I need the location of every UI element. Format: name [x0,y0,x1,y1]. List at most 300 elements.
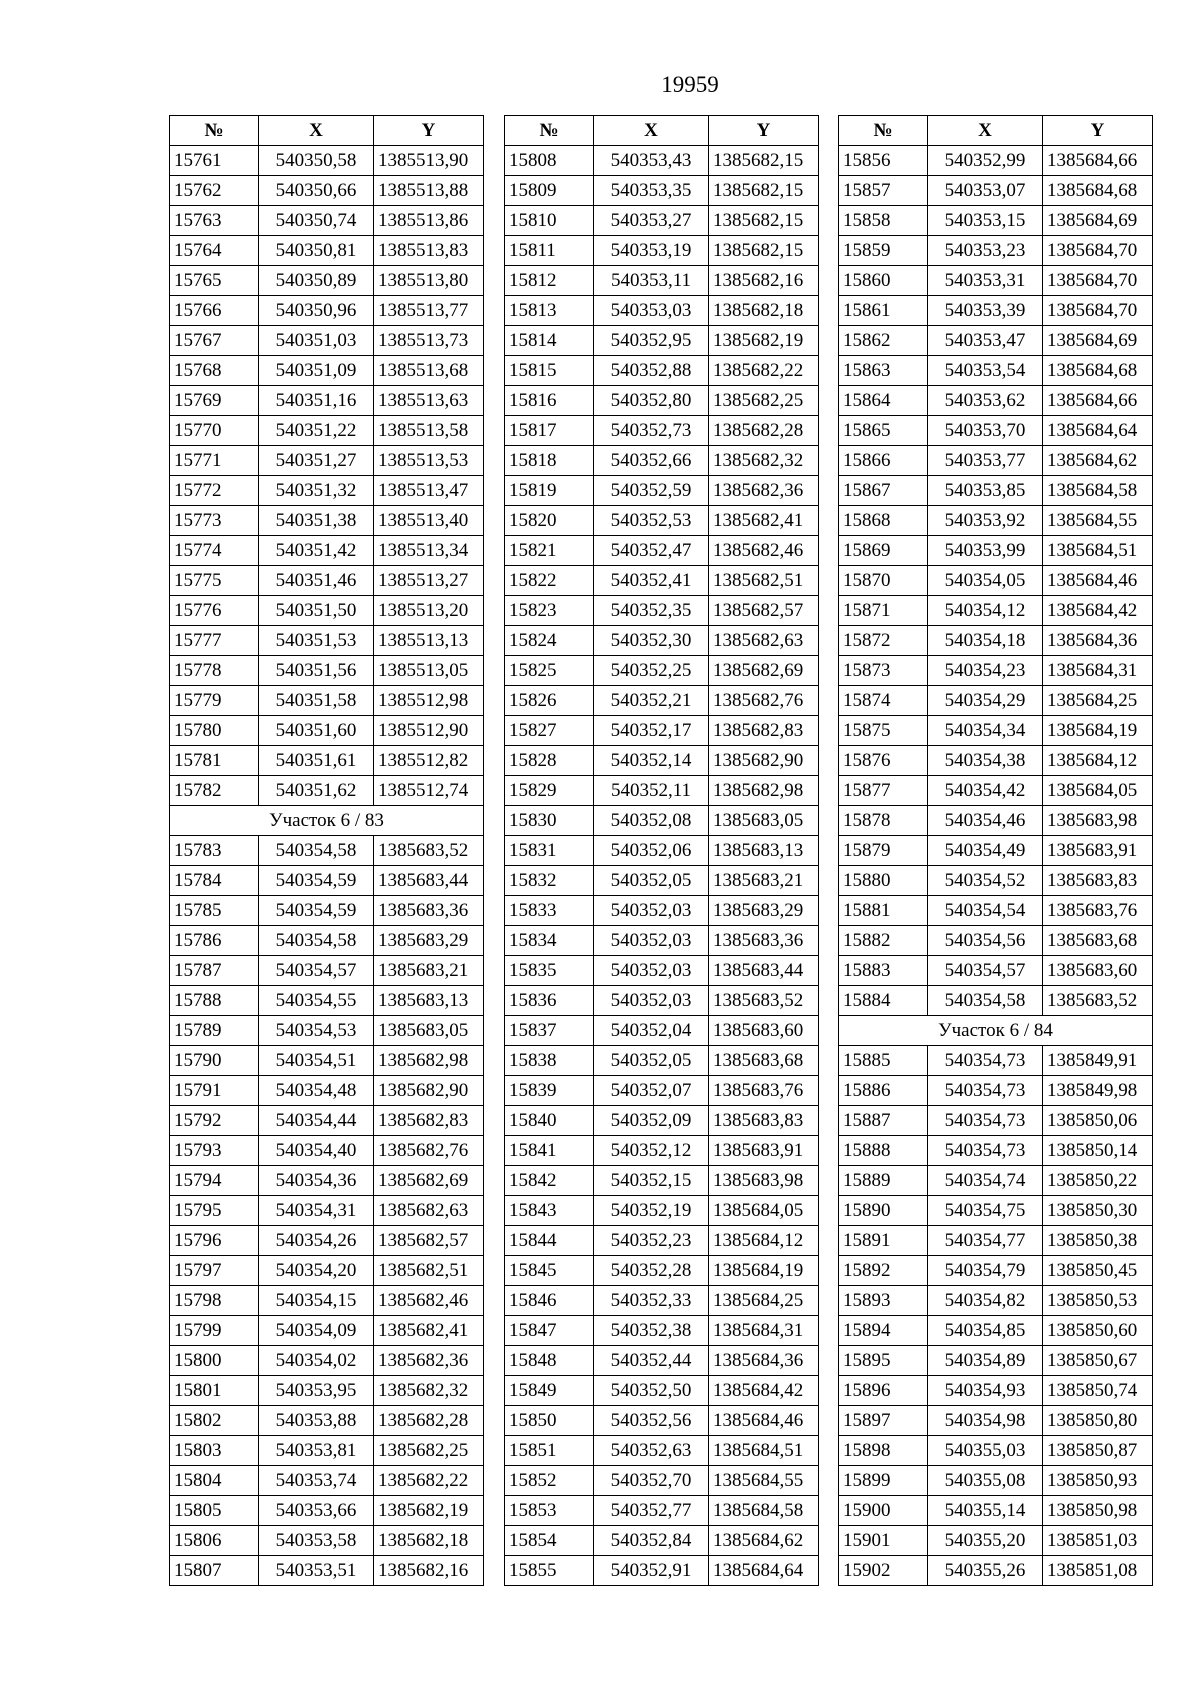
table-row [505,476,819,506]
table-row [839,1106,1153,1136]
table-row [839,596,1153,626]
x-coordinate-cell: 540351,62 [259,776,374,806]
table-row [505,866,819,896]
table-row [505,1436,819,1466]
table-row [170,506,484,536]
table-row [170,386,484,416]
point-number-cell: 15787 [170,956,259,986]
table-row [839,176,1153,206]
y-coordinate-cell: 1385683,76 [1043,896,1153,926]
x-coordinate-cell: 540352,38 [594,1316,709,1346]
y-coordinate-cell: 1385684,12 [1043,746,1153,776]
table-row [170,1166,484,1196]
point-number-cell: 15877 [839,776,928,806]
point-number-cell: 15865 [839,416,928,446]
x-coordinate-cell: 540352,28 [594,1256,709,1286]
y-coordinate-cell: 1385684,25 [1043,686,1153,716]
x-coordinate-cell: 540354,79 [928,1256,1043,1286]
section-header-row [170,806,484,836]
point-number-cell: 15797 [170,1256,259,1286]
table-row [839,896,1153,926]
table-row [170,686,484,716]
x-coordinate-cell: 540354,02 [259,1346,374,1376]
table-row [839,806,1153,836]
table-row [505,1496,819,1526]
table-row [505,176,819,206]
point-number-cell: 15863 [839,356,928,386]
table-row [505,326,819,356]
x-coordinate-cell: 540354,12 [928,596,1043,626]
point-number-cell: 15898 [839,1436,928,1466]
x-coordinate-cell: 540351,22 [259,416,374,446]
point-number-cell: 15902 [839,1556,928,1586]
point-number-cell: 15788 [170,986,259,1016]
table-row [170,1286,484,1316]
x-coordinate-cell: 540351,42 [259,536,374,566]
table-row [505,1346,819,1376]
y-coordinate-cell: 1385683,52 [709,986,819,1016]
point-number-cell: 15806 [170,1526,259,1556]
point-number-cell: 15828 [505,746,594,776]
point-number-cell: 15815 [505,356,594,386]
y-coordinate-cell: 1385513,27 [374,566,484,596]
point-number-cell: 15761 [170,146,259,176]
table-row [505,806,819,836]
table-row [170,416,484,446]
table-row [170,1556,484,1586]
x-coordinate-cell: 540352,08 [594,806,709,836]
table-row [505,956,819,986]
y-coordinate-cell: 1385684,46 [1043,566,1153,596]
table-row [505,536,819,566]
x-coordinate-cell: 540354,77 [928,1226,1043,1256]
table-row [170,1346,484,1376]
table-row [839,1556,1153,1586]
table-row [505,1196,819,1226]
y-coordinate-cell: 1385682,15 [709,176,819,206]
point-number-cell: 15873 [839,656,928,686]
point-number-cell: 15768 [170,356,259,386]
point-number-cell: 15825 [505,656,594,686]
x-coordinate-cell: 540354,93 [928,1376,1043,1406]
table-row [505,566,819,596]
y-coordinate-cell: 1385513,58 [374,416,484,446]
y-coordinate-cell: 1385849,91 [1043,1046,1153,1076]
y-coordinate-cell: 1385682,18 [374,1526,484,1556]
y-coordinate-cell: 1385850,60 [1043,1316,1153,1346]
point-number-cell: 15848 [505,1346,594,1376]
point-number-cell: 15780 [170,716,259,746]
table-row [170,446,484,476]
point-number-cell: 15859 [839,236,928,266]
table-row [170,566,484,596]
y-coordinate-cell: 1385513,68 [374,356,484,386]
point-number-cell: 15819 [505,476,594,506]
x-coordinate-cell: 540354,58 [259,836,374,866]
table-row [839,1286,1153,1316]
point-number-cell: 15893 [839,1286,928,1316]
point-number-cell: 15792 [170,1106,259,1136]
y-coordinate-cell: 1385684,58 [1043,476,1153,506]
table-row [839,1316,1153,1346]
table-row [170,1016,484,1046]
point-number-cell: 15844 [505,1226,594,1256]
table-row [505,1256,819,1286]
x-coordinate-cell: 540354,58 [928,986,1043,1016]
y-coordinate-cell: 1385682,32 [374,1376,484,1406]
point-number-cell: 15871 [839,596,928,626]
header-y: Y [1043,116,1153,146]
table-row [170,356,484,386]
table-row [505,296,819,326]
x-coordinate-cell: 540354,73 [928,1046,1043,1076]
point-number-cell: 15890 [839,1196,928,1226]
x-coordinate-cell: 540353,66 [259,1496,374,1526]
point-number-cell: 15851 [505,1436,594,1466]
table-row [505,746,819,776]
point-number-cell: 15845 [505,1256,594,1286]
x-coordinate-cell: 540351,46 [259,566,374,596]
y-coordinate-cell: 1385684,68 [1043,176,1153,206]
x-coordinate-cell: 540352,91 [594,1556,709,1586]
x-coordinate-cell: 540353,27 [594,206,709,236]
x-coordinate-cell: 540353,35 [594,176,709,206]
y-coordinate-cell: 1385682,22 [709,356,819,386]
y-coordinate-cell: 1385850,30 [1043,1196,1153,1226]
point-number-cell: 15802 [170,1406,259,1436]
point-number-cell: 15864 [839,386,928,416]
table-row [170,896,484,926]
point-number-cell: 15827 [505,716,594,746]
table-row [839,1496,1153,1526]
table-row [170,1316,484,1346]
point-number-cell: 15837 [505,1016,594,1046]
x-coordinate-cell: 540353,74 [259,1466,374,1496]
y-coordinate-cell: 1385849,98 [1043,1076,1153,1106]
table-row [839,1136,1153,1166]
y-coordinate-cell: 1385684,05 [1043,776,1153,806]
header-y: Y [374,116,484,146]
x-coordinate-cell: 540352,59 [594,476,709,506]
point-number-cell: 15875 [839,716,928,746]
y-coordinate-cell: 1385682,41 [709,506,819,536]
table-row [505,1466,819,1496]
point-number-cell: 15782 [170,776,259,806]
x-coordinate-cell: 540352,14 [594,746,709,776]
x-coordinate-cell: 540351,60 [259,716,374,746]
table-row [505,1316,819,1346]
point-number-cell: 15867 [839,476,928,506]
x-coordinate-cell: 540353,95 [259,1376,374,1406]
table-row [839,1466,1153,1496]
point-number-cell: 15886 [839,1076,928,1106]
y-coordinate-cell: 1385682,76 [374,1136,484,1166]
y-coordinate-cell: 1385682,25 [709,386,819,416]
table-row [170,926,484,956]
point-number-cell: 15891 [839,1226,928,1256]
table-row [505,836,819,866]
point-number-cell: 15855 [505,1556,594,1586]
y-coordinate-cell: 1385682,15 [709,146,819,176]
table-row [170,206,484,236]
point-number-cell: 15860 [839,266,928,296]
point-number-cell: 15795 [170,1196,259,1226]
point-number-cell: 15826 [505,686,594,716]
table-row [505,926,819,956]
x-coordinate-cell: 540350,89 [259,266,374,296]
table-row [505,1076,819,1106]
point-number-cell: 15881 [839,896,928,926]
point-number-cell: 15857 [839,176,928,206]
point-number-cell: 15805 [170,1496,259,1526]
y-coordinate-cell: 1385513,80 [374,266,484,296]
y-coordinate-cell: 1385682,90 [709,746,819,776]
point-number-cell: 15846 [505,1286,594,1316]
point-number-cell: 15793 [170,1136,259,1166]
table-row [839,776,1153,806]
x-coordinate-cell: 540352,03 [594,896,709,926]
y-coordinate-cell: 1385684,31 [709,1316,819,1346]
x-coordinate-cell: 540354,85 [928,1316,1043,1346]
point-number-cell: 15895 [839,1346,928,1376]
y-coordinate-cell: 1385682,15 [709,236,819,266]
table-row [839,236,1153,266]
x-coordinate-cell: 540350,74 [259,206,374,236]
point-number-cell: 15878 [839,806,928,836]
y-coordinate-cell: 1385684,55 [1043,506,1153,536]
table-row [839,386,1153,416]
header-number: № [505,116,594,146]
x-coordinate-cell: 540352,19 [594,1196,709,1226]
point-number-cell: 15901 [839,1526,928,1556]
table-row [839,506,1153,536]
y-coordinate-cell: 1385682,51 [709,566,819,596]
x-coordinate-cell: 540352,30 [594,626,709,656]
x-coordinate-cell: 540353,31 [928,266,1043,296]
point-number-cell: 15842 [505,1166,594,1196]
x-coordinate-cell: 540355,20 [928,1526,1043,1556]
y-coordinate-cell: 1385683,91 [709,1136,819,1166]
table-row [170,296,484,326]
y-coordinate-cell: 1385683,21 [709,866,819,896]
point-number-cell: 15779 [170,686,259,716]
point-number-cell: 15801 [170,1376,259,1406]
table-row [839,476,1153,506]
y-coordinate-cell: 1385684,36 [709,1346,819,1376]
header-x: X [928,116,1043,146]
y-coordinate-cell: 1385684,25 [709,1286,819,1316]
point-number-cell: 15849 [505,1376,594,1406]
point-number-cell: 15775 [170,566,259,596]
table-row [839,266,1153,296]
y-coordinate-cell: 1385684,62 [1043,446,1153,476]
x-coordinate-cell: 540354,36 [259,1166,374,1196]
y-coordinate-cell: 1385683,13 [374,986,484,1016]
point-number-cell: 15798 [170,1286,259,1316]
table-row [505,896,819,926]
x-coordinate-cell: 540353,23 [928,236,1043,266]
table-row [170,626,484,656]
table-row [170,1106,484,1136]
point-number-cell: 15839 [505,1076,594,1106]
point-number-cell: 15852 [505,1466,594,1496]
x-coordinate-cell: 540353,92 [928,506,1043,536]
table-row [505,1136,819,1166]
y-coordinate-cell: 1385683,60 [1043,956,1153,986]
x-coordinate-cell: 540351,16 [259,386,374,416]
point-number-cell: 15884 [839,986,928,1016]
point-number-cell: 15822 [505,566,594,596]
table-row [170,266,484,296]
header-number: № [170,116,259,146]
table-row [839,956,1153,986]
y-coordinate-cell: 1385513,63 [374,386,484,416]
x-coordinate-cell: 540354,20 [259,1256,374,1286]
table-row [505,356,819,386]
table-row [839,1526,1153,1556]
point-number-cell: 15874 [839,686,928,716]
y-coordinate-cell: 1385684,64 [709,1556,819,1586]
x-coordinate-cell: 540352,25 [594,656,709,686]
table-row [505,1166,819,1196]
x-coordinate-cell: 540352,84 [594,1526,709,1556]
point-number-cell: 15809 [505,176,594,206]
y-coordinate-cell: 1385684,05 [709,1196,819,1226]
table-row [839,1256,1153,1286]
x-coordinate-cell: 540352,03 [594,926,709,956]
table-row [505,1106,819,1136]
y-coordinate-cell: 1385684,58 [709,1496,819,1526]
y-coordinate-cell: 1385513,05 [374,656,484,686]
table-row [505,626,819,656]
point-number-cell: 15870 [839,566,928,596]
point-number-cell: 15835 [505,956,594,986]
table-row [505,266,819,296]
point-number-cell: 15862 [839,326,928,356]
y-coordinate-cell: 1385683,36 [374,896,484,926]
point-number-cell: 15892 [839,1256,928,1286]
point-number-cell: 15821 [505,536,594,566]
page-number: 19959 [661,72,719,97]
y-coordinate-cell: 1385684,70 [1043,236,1153,266]
point-number-cell: 15810 [505,206,594,236]
point-number-cell: 15899 [839,1466,928,1496]
y-coordinate-cell: 1385684,55 [709,1466,819,1496]
x-coordinate-cell: 540354,57 [928,956,1043,986]
y-coordinate-cell: 1385513,20 [374,596,484,626]
table-row [505,1406,819,1436]
x-coordinate-cell: 540353,39 [928,296,1043,326]
x-coordinate-cell: 540353,81 [259,1436,374,1466]
y-coordinate-cell: 1385850,22 [1043,1166,1153,1196]
table-row [505,206,819,236]
y-coordinate-cell: 1385512,98 [374,686,484,716]
table-row [839,746,1153,776]
point-number-cell: 15776 [170,596,259,626]
y-coordinate-cell: 1385682,63 [709,626,819,656]
point-number-cell: 15799 [170,1316,259,1346]
x-coordinate-cell: 540354,59 [259,896,374,926]
point-number-cell: 15789 [170,1016,259,1046]
y-coordinate-cell: 1385850,87 [1043,1436,1153,1466]
y-coordinate-cell: 1385684,42 [709,1376,819,1406]
x-coordinate-cell: 540352,35 [594,596,709,626]
y-coordinate-cell: 1385683,83 [709,1106,819,1136]
x-coordinate-cell: 540355,03 [928,1436,1043,1466]
point-number-cell: 15796 [170,1226,259,1256]
table-row [505,386,819,416]
point-number-cell: 15778 [170,656,259,686]
y-coordinate-cell: 1385513,47 [374,476,484,506]
y-coordinate-cell: 1385512,82 [374,746,484,776]
x-coordinate-cell: 540352,56 [594,1406,709,1436]
y-coordinate-cell: 1385682,83 [374,1106,484,1136]
table-row [170,1376,484,1406]
x-coordinate-cell: 540351,03 [259,326,374,356]
table-row [505,1286,819,1316]
point-number-cell: 15858 [839,206,928,236]
point-number-cell: 15896 [839,1376,928,1406]
x-coordinate-cell: 540355,26 [928,1556,1043,1586]
x-coordinate-cell: 540355,08 [928,1466,1043,1496]
point-number-cell: 15764 [170,236,259,266]
point-number-cell: 15790 [170,1046,259,1076]
x-coordinate-cell: 540354,89 [928,1346,1043,1376]
table-row [839,866,1153,896]
y-coordinate-cell: 1385682,19 [374,1496,484,1526]
point-number-cell: 15887 [839,1106,928,1136]
y-coordinate-cell: 1385851,08 [1043,1556,1153,1586]
table-row [170,1226,484,1256]
table-row [839,926,1153,956]
y-coordinate-cell: 1385683,68 [709,1046,819,1076]
y-coordinate-cell: 1385682,22 [374,1466,484,1496]
y-coordinate-cell: 1385682,28 [374,1406,484,1436]
table-row [170,746,484,776]
x-coordinate-cell: 540354,54 [928,896,1043,926]
table-row [505,656,819,686]
y-coordinate-cell: 1385684,66 [1043,386,1153,416]
x-coordinate-cell: 540354,73 [928,1076,1043,1106]
table-header-row [505,116,819,146]
point-number-cell: 15773 [170,506,259,536]
point-number-cell: 15817 [505,416,594,446]
y-coordinate-cell: 1385682,57 [374,1226,484,1256]
x-coordinate-cell: 540353,77 [928,446,1043,476]
table-row [170,986,484,1016]
table-header-row [170,116,484,146]
y-coordinate-cell: 1385683,13 [709,836,819,866]
y-coordinate-cell: 1385512,90 [374,716,484,746]
table-row [170,536,484,566]
x-coordinate-cell: 540351,61 [259,746,374,776]
x-coordinate-cell: 540353,99 [928,536,1043,566]
table-row [505,1226,819,1256]
x-coordinate-cell: 540353,03 [594,296,709,326]
x-coordinate-cell: 540352,05 [594,866,709,896]
table-row [839,1376,1153,1406]
y-coordinate-cell: 1385682,41 [374,1316,484,1346]
section-label: Участок 6 / 83 [170,806,484,836]
point-number-cell: 15811 [505,236,594,266]
y-coordinate-cell: 1385683,91 [1043,836,1153,866]
point-number-cell: 15772 [170,476,259,506]
point-number-cell: 15900 [839,1496,928,1526]
table-row [839,986,1153,1016]
x-coordinate-cell: 540351,53 [259,626,374,656]
x-coordinate-cell: 540354,29 [928,686,1043,716]
table-row [170,956,484,986]
